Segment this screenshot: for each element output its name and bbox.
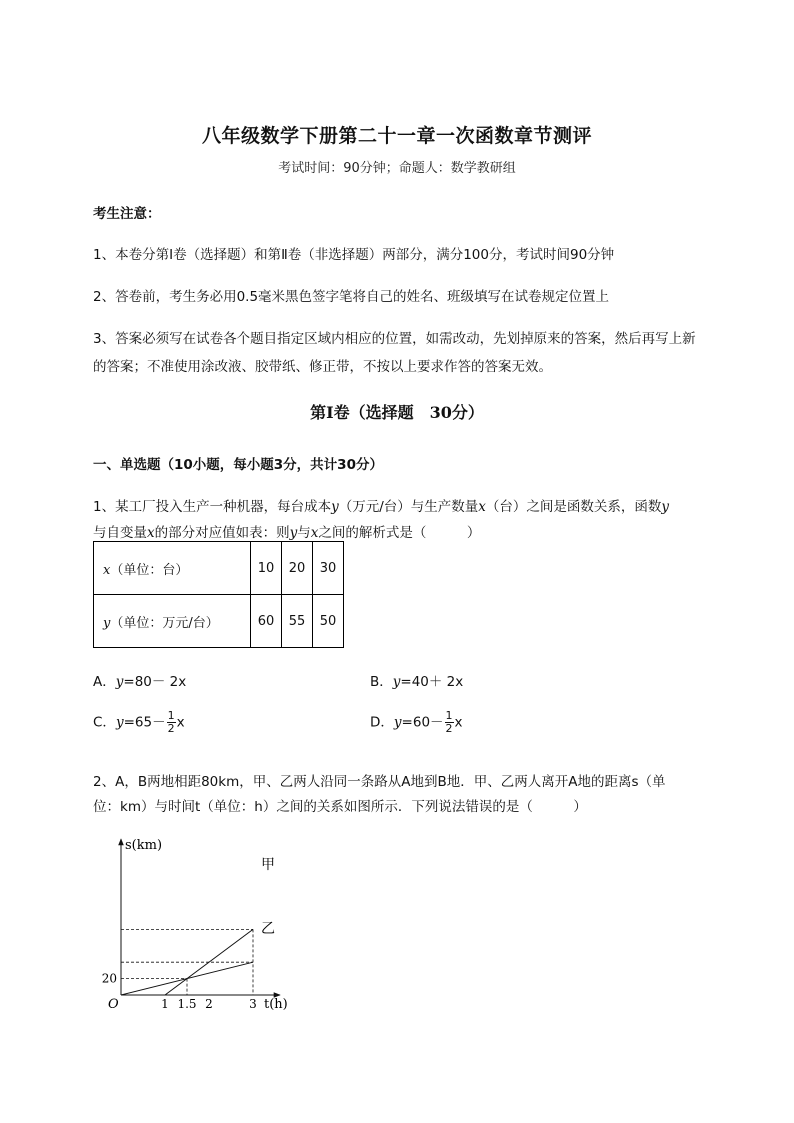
line-label-yi: 乙 [261, 921, 275, 937]
origin-label: O [108, 997, 119, 1012]
notice-item-3: 3、答案必须写在试卷各个题目指定区域内相应的位置，如需改动，先划掉原来的答案，然后再写上新 [93, 331, 696, 347]
y-axis-label: s(km) [125, 838, 163, 853]
q1-line2: 与自变量x的部分对应值如表：则y与x之间的解析式是（ ） [93, 525, 481, 541]
q1-option-d[interactable]: D．y=60－ $\frac{1}{2}$ x [370, 709, 463, 735]
table-row [94, 595, 344, 648]
table-cell: 10 [251, 542, 282, 595]
line-label-jia: 甲 [261, 857, 275, 873]
page-title: 八年级数学下册第二十一章一次函数章节测评 [201, 125, 592, 147]
notice-heading: 考生注意： [93, 206, 161, 222]
x-tick-label: 1.5 [177, 997, 197, 1011]
q1-option-b[interactable]: B．y=40＋ 2x [370, 674, 464, 690]
part-heading: 一、单选题（10小题，每小题3分，共计30分） [93, 457, 383, 473]
x-tick-label: 3 [249, 997, 257, 1011]
table-row-label: y（单位：万元/台） [94, 595, 251, 648]
notice-item-1: 1、本卷分第I卷（选择题）和第Ⅱ卷（非选择题）两部分，满分100分，考试时间90分钟 [93, 247, 615, 263]
y-tick-label: 20 [101, 971, 117, 986]
q1-option-a[interactable]: A．y=80－ 2x [93, 674, 187, 690]
table-row [94, 542, 344, 595]
q2-distance-time-graph [90, 825, 310, 1020]
table-cell: 55 [282, 595, 313, 648]
table-cell: 60 [251, 595, 282, 648]
table-cell: 20 [282, 542, 313, 595]
q1-line1: 1、某工厂投入生产一种机器，每台成本y（万元/台）与生产数量x（台）之间是函数关系，函数y [93, 499, 670, 515]
table-cell: 30 [313, 542, 344, 595]
fraction-one-half: $\frac{1}{2}$ [167, 709, 175, 735]
notice-item-2: 2、答卷前，考生务必用0.5毫米黑色签字笔将自己的姓名、班级填写在试卷规定位置上 [93, 289, 610, 305]
x-tick-label: 2 [205, 997, 213, 1011]
q2-line2: 位：km）与时间t（单位：h）之间的关系如图所示．下列说法错误的是（ ） [93, 799, 587, 815]
page-subtitle: 考试时间：90分钟；命题人：数学教研组 [278, 161, 516, 176]
fraction-one-half: $\frac{1}{2}$ [445, 709, 453, 735]
table-row-label: x（单位：台） [94, 542, 251, 595]
section-title: 第I卷（选择题 30分） [310, 403, 484, 422]
q2-line1: 2、A，B两地相距80km，甲、乙两人沿同一条路从A地到B地．甲、乙两人离开A地的距离s（单 [93, 774, 666, 790]
q1-value-table [93, 541, 344, 648]
x-tick-label: 1 [161, 997, 169, 1011]
table-cell: 50 [313, 595, 344, 648]
q1-option-c[interactable]: C．y=65－ $\frac{1}{2}$ x [93, 709, 185, 735]
x-axis-label: t(h) [264, 997, 288, 1012]
notice-item-3-cont: 的答案；不准使用涂改液、胶带纸、修正带，不按以上要求作答的答案无效。 [93, 359, 552, 375]
